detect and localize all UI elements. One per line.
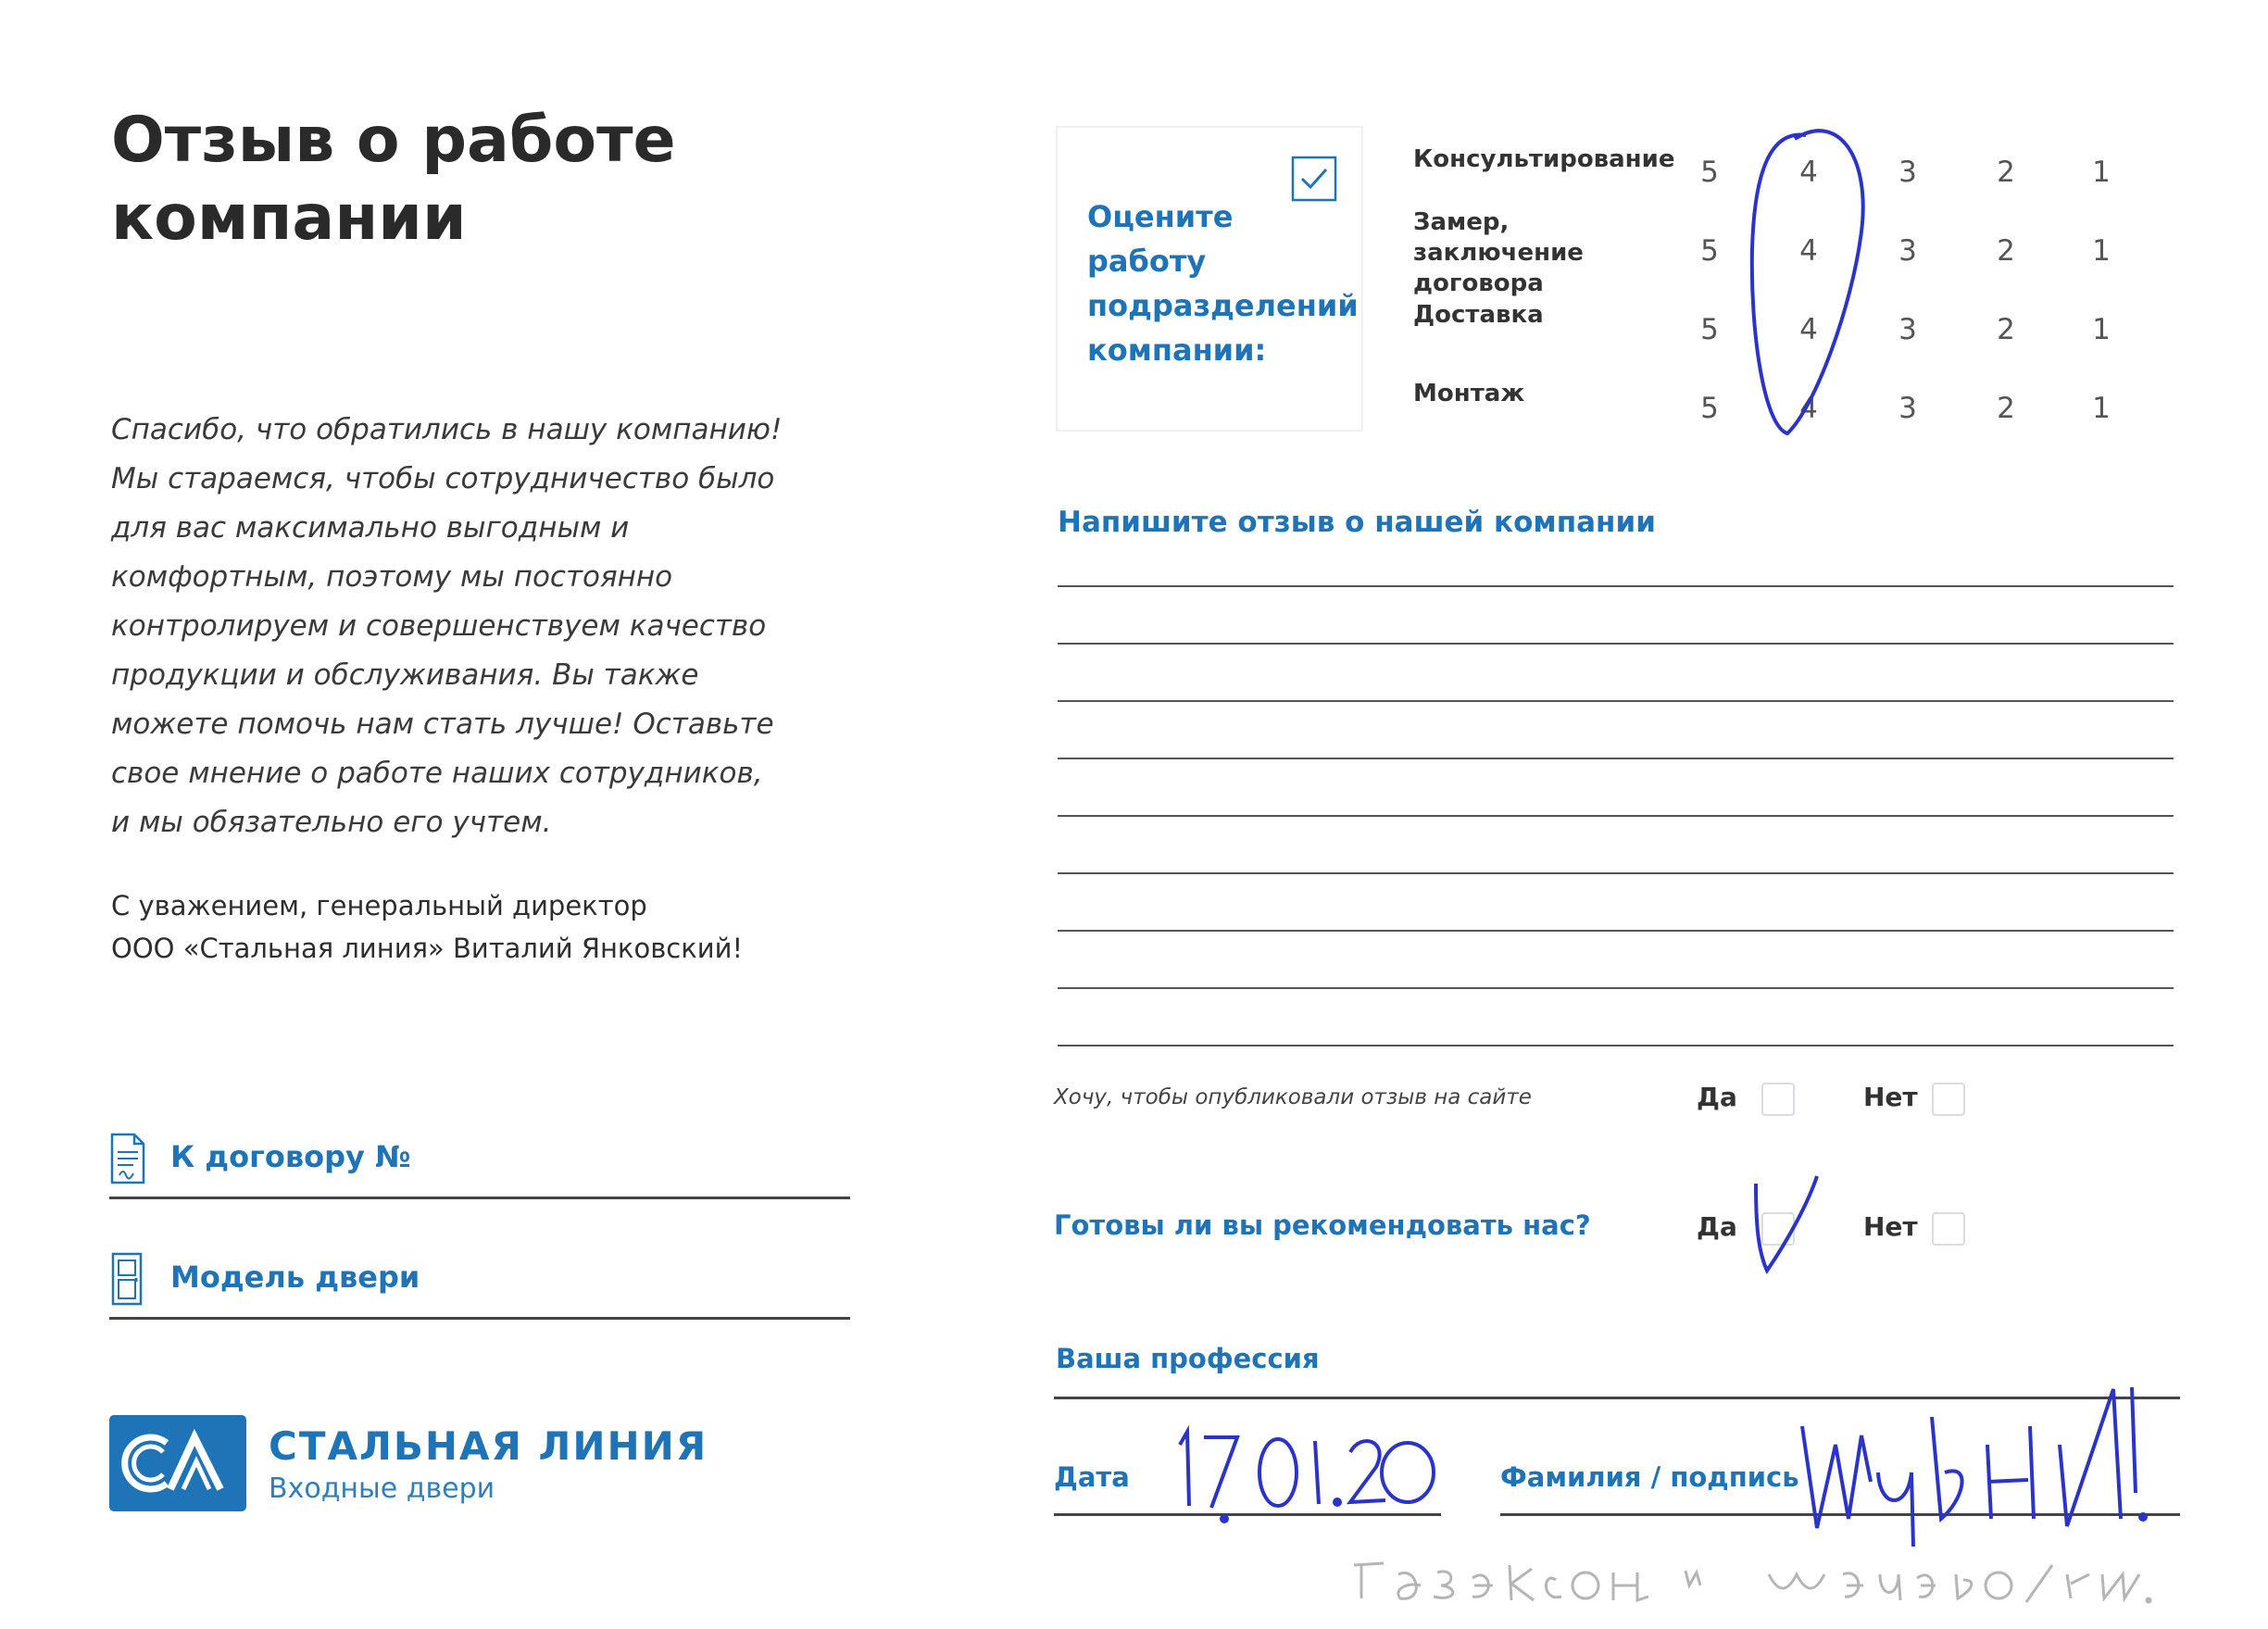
publish-no-checkbox[interactable] bbox=[1932, 1083, 1965, 1116]
publish-no-label: Нет bbox=[1863, 1082, 1918, 1112]
date-label: Дата bbox=[1054, 1461, 1130, 1493]
contract-number-label: К договору № bbox=[170, 1139, 411, 1174]
profession-label: Ваша профессия bbox=[1056, 1343, 1320, 1374]
intro-line: Мы стараемся, чтобы сотрудничество было bbox=[111, 462, 775, 495]
brand-subtitle: Входные двери bbox=[269, 1472, 495, 1505]
score-option[interactable]: 5 bbox=[1700, 313, 1719, 346]
page-title-line-2: компании bbox=[111, 182, 467, 255]
score-option[interactable]: 4 bbox=[1799, 313, 1818, 346]
score-option[interactable]: 3 bbox=[1898, 156, 1917, 189]
criterion-label-consulting: Консультирование bbox=[1413, 145, 1675, 173]
review-input-line[interactable] bbox=[1058, 643, 2174, 645]
handwritten-signature bbox=[1802, 1387, 2146, 1547]
recommend-yes-checkbox[interactable] bbox=[1761, 1212, 1795, 1246]
intro-line: Спасибо, что обратились в нашу компанию! bbox=[111, 413, 783, 446]
intro-line: можете помочь нам стать лучше! Оставьте bbox=[111, 708, 774, 741]
publish-yes-checkbox[interactable] bbox=[1761, 1083, 1795, 1116]
page-title-line-1: Отзыв о работе bbox=[111, 104, 676, 177]
score-option[interactable]: 2 bbox=[1997, 234, 2015, 268]
publish-question: Хочу, чтобы опубликовали отзыв на сайте bbox=[1054, 1085, 1532, 1109]
score-option[interactable]: 1 bbox=[2092, 313, 2111, 346]
score-option[interactable]: 2 bbox=[1997, 313, 2015, 346]
review-input-line[interactable] bbox=[1058, 872, 2174, 874]
page-title bbox=[111, 102, 852, 257]
recommend-no-checkbox[interactable] bbox=[1932, 1212, 1965, 1246]
score-option[interactable]: 1 bbox=[2092, 392, 2111, 425]
door-icon bbox=[109, 1252, 146, 1306]
signature-line: С уважением, генеральный директор bbox=[111, 890, 647, 921]
score-option[interactable]: 3 bbox=[1898, 313, 1917, 346]
recommend-no-label: Нет bbox=[1863, 1211, 1918, 1242]
criterion-label-measurement: Замер, заключение договора bbox=[1413, 208, 1584, 297]
score-option[interactable]: 4 bbox=[1799, 392, 1818, 425]
review-prompt: Напишите отзыв о нашей компании bbox=[1058, 506, 1656, 539]
rating-prompt: Оцените работу подразделений компании: bbox=[1087, 199, 1359, 368]
company-logo bbox=[109, 1415, 246, 1511]
handwritten-date bbox=[1180, 1432, 1434, 1522]
score-option[interactable]: 4 bbox=[1799, 156, 1818, 189]
intro-line: и мы обязательно его учтем. bbox=[111, 806, 552, 839]
signature-field[interactable] bbox=[1500, 1513, 2180, 1516]
score-option[interactable]: 5 bbox=[1700, 234, 1719, 268]
brand-block bbox=[269, 1422, 708, 1508]
score-option[interactable]: 5 bbox=[1700, 392, 1719, 425]
review-input-line[interactable] bbox=[1058, 930, 2174, 932]
criterion-label-installation: Монтаж bbox=[1413, 380, 1525, 407]
recommend-yes-label: Да bbox=[1697, 1211, 1737, 1242]
contract-number-field[interactable] bbox=[109, 1132, 850, 1199]
door-model-field[interactable] bbox=[109, 1252, 850, 1320]
intro-text bbox=[111, 406, 833, 847]
document-icon bbox=[109, 1132, 146, 1185]
profession-field[interactable] bbox=[1054, 1397, 2180, 1399]
door-model-label: Модель двери bbox=[170, 1259, 420, 1295]
score-option[interactable]: 1 bbox=[2092, 156, 2111, 189]
date-field[interactable] bbox=[1054, 1513, 1441, 1516]
score-option[interactable]: 1 bbox=[2092, 234, 2111, 268]
recommend-question: Готовы ли вы рекомендовать нас? bbox=[1054, 1209, 1591, 1241]
signature-label: Фамилия / подпись bbox=[1500, 1461, 1799, 1493]
brand-name: СТАЛЬНАЯ ЛИНИЯ bbox=[269, 1423, 708, 1469]
director-signature-text bbox=[111, 884, 852, 970]
intro-line: для вас максимально выгодным и bbox=[111, 511, 630, 545]
intro-line: свое мнение о работе наших сотрудников, bbox=[111, 757, 763, 790]
handwritten-profession bbox=[1354, 1563, 2150, 1602]
score-option[interactable]: 2 bbox=[1997, 156, 2015, 189]
intro-line: продукции и обслуживания. Вы также bbox=[111, 658, 699, 692]
signature-line: ООО «Стальная линия» Виталий Янковский! bbox=[111, 933, 744, 964]
review-input-line[interactable] bbox=[1058, 758, 2174, 759]
score-option[interactable]: 3 bbox=[1898, 234, 1917, 268]
score-option[interactable]: 4 bbox=[1799, 234, 1818, 268]
intro-line: комфортным, поэтому мы постоянно bbox=[111, 560, 673, 594]
rating-prompt-box bbox=[1056, 126, 1363, 432]
publish-yes-label: Да bbox=[1697, 1082, 1737, 1112]
review-input-line[interactable] bbox=[1058, 585, 2174, 587]
score-option[interactable]: 3 bbox=[1898, 392, 1917, 425]
score-option[interactable]: 2 bbox=[1997, 392, 2015, 425]
review-input-line[interactable] bbox=[1058, 815, 2174, 817]
review-input-line[interactable] bbox=[1058, 700, 2174, 702]
criterion-label-delivery: Доставка bbox=[1413, 301, 1544, 329]
review-input-line[interactable] bbox=[1058, 987, 2174, 989]
intro-line: контролируем и совершенствуем качество bbox=[111, 609, 767, 643]
review-input-line[interactable] bbox=[1058, 1045, 2174, 1046]
score-option[interactable]: 5 bbox=[1700, 156, 1719, 189]
